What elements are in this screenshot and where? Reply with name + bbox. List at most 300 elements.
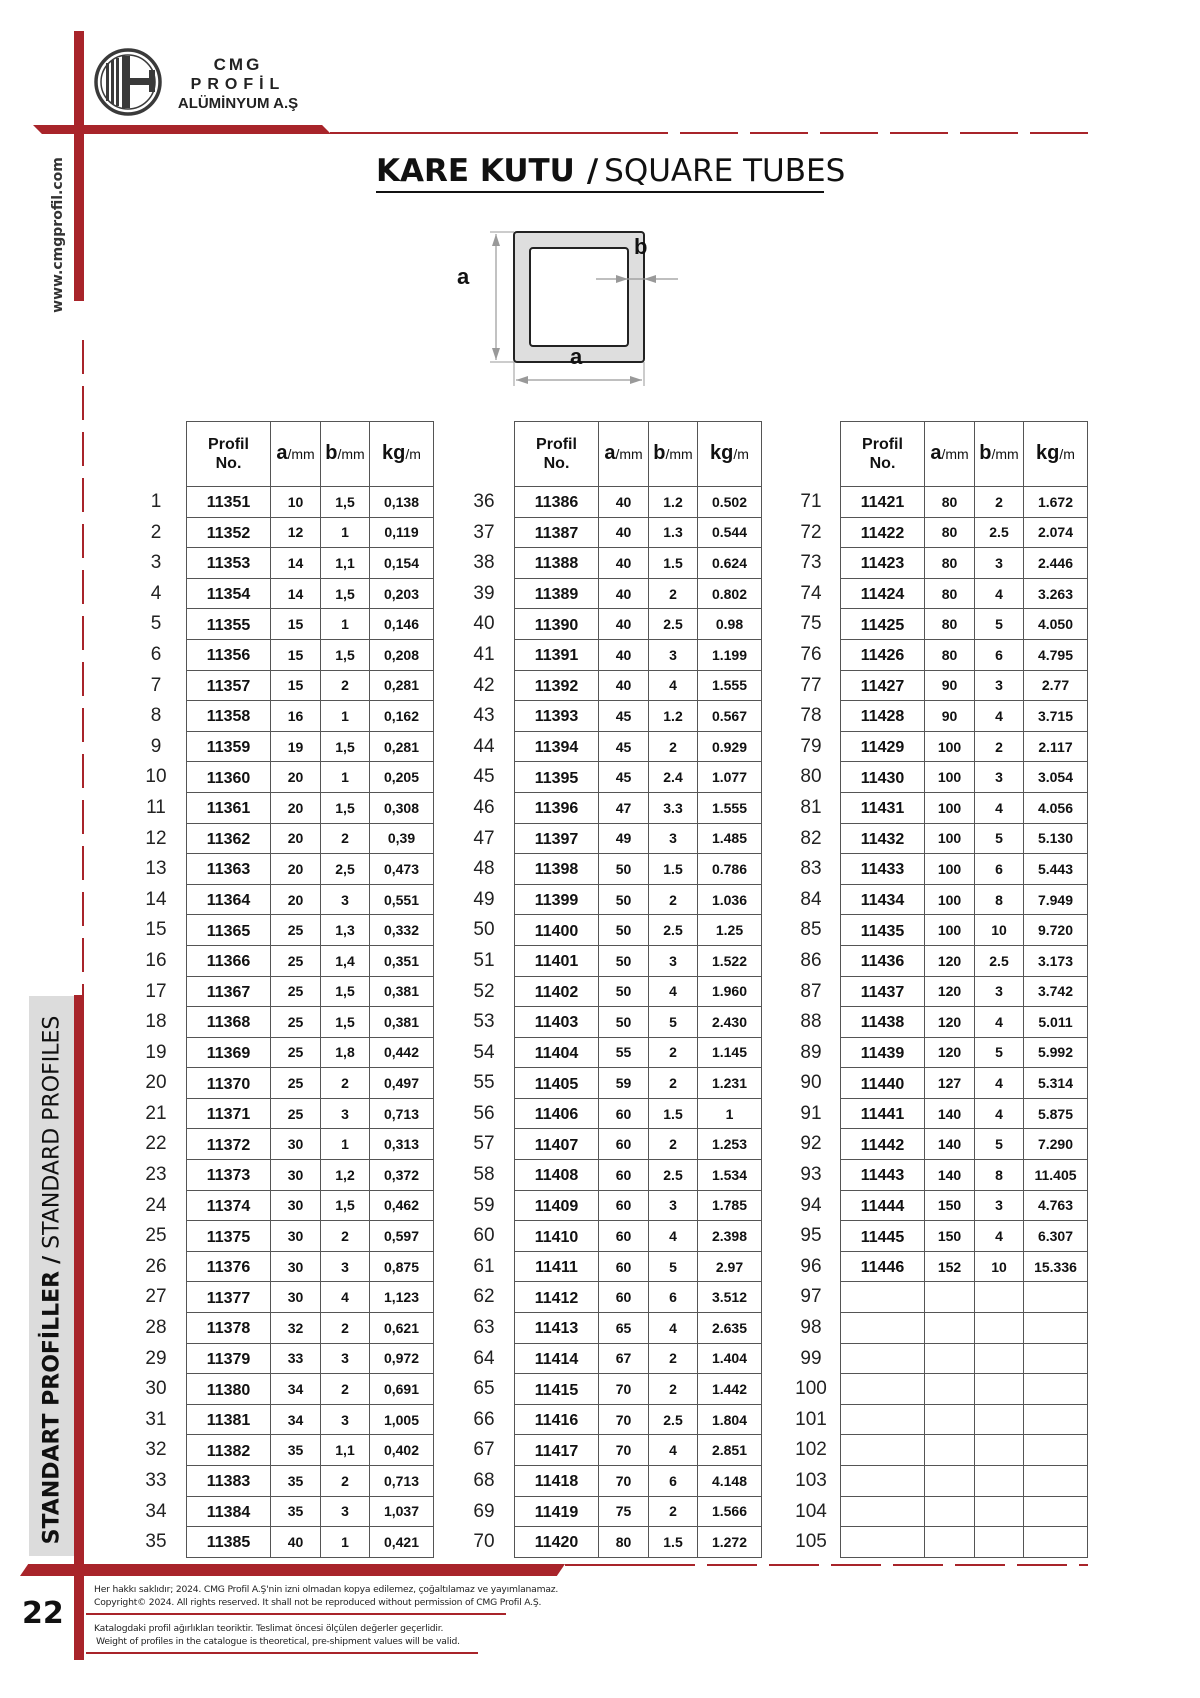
profile-number-cell: 11365 xyxy=(187,915,271,946)
a-value-cell: 12 xyxy=(271,517,321,548)
row-number: 90 xyxy=(800,1072,822,1094)
kg-value-cell: 1.960 xyxy=(698,976,762,1007)
profile-number-cell: 11446 xyxy=(841,1251,925,1282)
profile-number-cell: 11377 xyxy=(187,1282,271,1313)
table-row xyxy=(515,609,762,640)
a-value-cell: 35 xyxy=(271,1496,321,1527)
a-value-cell: 60 xyxy=(599,1221,649,1252)
row-number: 42 xyxy=(473,674,495,696)
table-row xyxy=(841,1068,1088,1099)
kg-value-cell: 0,597 xyxy=(370,1221,434,1252)
b-value-cell: 1,3 xyxy=(321,915,370,946)
profile-number-cell: 11411 xyxy=(515,1251,599,1282)
b-value-cell: 1 xyxy=(321,1129,370,1160)
header-a-unit: /mm xyxy=(941,446,969,462)
b-value-cell xyxy=(975,1466,1024,1497)
profile-number-cell xyxy=(841,1527,925,1558)
table-row xyxy=(841,1251,1088,1282)
header-a-unit: /mm xyxy=(615,446,643,462)
a-value-cell: 47 xyxy=(599,792,649,823)
a-value-cell: 80 xyxy=(925,548,975,579)
profile-number-cell: 11354 xyxy=(187,578,271,609)
b-value-cell: 2 xyxy=(321,670,370,701)
row-number: 21 xyxy=(145,1102,167,1124)
row-number-column xyxy=(136,487,176,1558)
profile-number-cell: 11410 xyxy=(515,1221,599,1252)
b-value-cell: 2 xyxy=(649,1129,698,1160)
table-row xyxy=(515,1282,762,1313)
table-row xyxy=(187,1313,434,1344)
a-value-cell xyxy=(925,1435,975,1466)
a-value-cell: 50 xyxy=(599,884,649,915)
header-kg-unit: /m xyxy=(1059,446,1075,462)
b-value-cell: 1 xyxy=(321,1527,370,1558)
table-row xyxy=(841,1221,1088,1252)
header-profil-no xyxy=(515,422,599,487)
profile-number-cell: 11399 xyxy=(515,884,599,915)
kg-value-cell: 1.036 xyxy=(698,884,762,915)
kg-value-cell: 0,473 xyxy=(370,854,434,885)
kg-value-cell: 1.231 xyxy=(698,1068,762,1099)
diagram-label-a-side: a xyxy=(457,264,470,289)
table-row xyxy=(515,854,762,885)
b-value-cell: 2.5 xyxy=(649,915,698,946)
a-value-cell: 140 xyxy=(925,1160,975,1191)
kg-value-cell: 3.263 xyxy=(1024,578,1088,609)
profile-number-cell: 11396 xyxy=(515,792,599,823)
b-value-cell: 1.5 xyxy=(649,1098,698,1129)
table-row xyxy=(187,639,434,670)
row-number: 101 xyxy=(795,1408,827,1430)
header-a xyxy=(599,422,649,487)
table-row xyxy=(187,1435,434,1466)
profile-number-cell: 11420 xyxy=(515,1527,599,1558)
b-value-cell: 10 xyxy=(975,915,1024,946)
profile-number-cell: 11445 xyxy=(841,1221,925,1252)
a-value-cell xyxy=(925,1496,975,1527)
profile-number-cell: 11428 xyxy=(841,701,925,732)
table-row xyxy=(187,670,434,701)
profile-number-cell: 11413 xyxy=(515,1313,599,1344)
b-value-cell xyxy=(975,1374,1024,1405)
b-value-cell: 1 xyxy=(321,762,370,793)
table-row xyxy=(515,945,762,976)
profile-number-cell: 11408 xyxy=(515,1160,599,1191)
b-value-cell: 5 xyxy=(975,609,1024,640)
a-value-cell: 100 xyxy=(925,854,975,885)
table-row xyxy=(187,1404,434,1435)
table-row xyxy=(515,823,762,854)
b-value-cell: 1,5 xyxy=(321,578,370,609)
row-number: 22 xyxy=(145,1133,167,1155)
b-value-cell: 1.5 xyxy=(649,548,698,579)
kg-value-cell: 0,497 xyxy=(370,1068,434,1099)
kg-value-cell: 0,462 xyxy=(370,1190,434,1221)
a-value-cell: 34 xyxy=(271,1374,321,1405)
kg-value-cell: 6.307 xyxy=(1024,1221,1088,1252)
profile-number-cell: 11436 xyxy=(841,945,925,976)
weight-note-turkish: Katalogdaki profil ağırlıkları teoriktir. Teslimat öncesi ölçülen değerler geçerlidir. xyxy=(94,1623,444,1634)
profile-number-cell: 11425 xyxy=(841,609,925,640)
row-number: 26 xyxy=(145,1255,167,1277)
profile-number-cell: 11416 xyxy=(515,1404,599,1435)
kg-value-cell: 2.074 xyxy=(1024,517,1088,548)
header-a xyxy=(271,422,321,487)
profile-number-cell: 11404 xyxy=(515,1037,599,1068)
kg-value-cell: 0,551 xyxy=(370,884,434,915)
table-row xyxy=(515,1435,762,1466)
table-row xyxy=(515,639,762,670)
row-number: 23 xyxy=(145,1164,167,1186)
a-value-cell xyxy=(925,1527,975,1558)
kg-value-cell: 0.624 xyxy=(698,548,762,579)
kg-value-cell: 5.443 xyxy=(1024,854,1088,885)
kg-value-cell: 1.555 xyxy=(698,792,762,823)
kg-value-cell: 2.77 xyxy=(1024,670,1088,701)
profile-number-cell: 11356 xyxy=(187,639,271,670)
table-row xyxy=(515,1129,762,1160)
b-value-cell: 1,5 xyxy=(321,792,370,823)
kg-value-cell: 5.314 xyxy=(1024,1068,1088,1099)
row-number: 18 xyxy=(145,1011,167,1033)
table-row xyxy=(515,701,762,732)
kg-value-cell: 0,308 xyxy=(370,792,434,823)
profile-number-cell: 11400 xyxy=(515,915,599,946)
header-kg xyxy=(698,422,762,487)
profile-number-cell: 11353 xyxy=(187,548,271,579)
a-value-cell: 15 xyxy=(271,670,321,701)
a-value-cell: 80 xyxy=(599,1527,649,1558)
b-value-cell: 3 xyxy=(321,1404,370,1435)
b-value-cell: 2.5 xyxy=(649,609,698,640)
profile-number-cell: 11358 xyxy=(187,701,271,732)
b-value-cell: 4 xyxy=(975,792,1024,823)
row-number: 25 xyxy=(145,1225,167,1247)
profile-number-cell xyxy=(841,1282,925,1313)
kg-value-cell: 0,39 xyxy=(370,823,434,854)
kg-value-cell: 15.336 xyxy=(1024,1251,1088,1282)
profile-number-cell: 11376 xyxy=(187,1251,271,1282)
section-side-label xyxy=(29,1010,74,1550)
kg-value-cell: 1,123 xyxy=(370,1282,434,1313)
table-row xyxy=(841,1313,1088,1344)
kg-value-cell: 1.566 xyxy=(698,1496,762,1527)
b-value-cell: 1,8 xyxy=(321,1037,370,1068)
profile-number-cell: 11426 xyxy=(841,639,925,670)
kg-value-cell: 2.117 xyxy=(1024,731,1088,762)
header-a-label: a xyxy=(276,442,288,464)
b-value-cell: 3 xyxy=(321,1343,370,1374)
header-b-unit: /mm xyxy=(665,446,693,462)
profile-number-cell: 11434 xyxy=(841,884,925,915)
kg-value-cell: 5.992 xyxy=(1024,1037,1088,1068)
kg-value-cell: 0,972 xyxy=(370,1343,434,1374)
row-number: 12 xyxy=(145,827,167,849)
a-value-cell: 60 xyxy=(599,1160,649,1191)
profile-number-cell: 11433 xyxy=(841,854,925,885)
profile-number-cell xyxy=(841,1313,925,1344)
a-value-cell: 152 xyxy=(925,1251,975,1282)
row-number: 31 xyxy=(145,1408,167,1430)
profile-number-cell: 11421 xyxy=(841,487,925,518)
row-number: 69 xyxy=(473,1500,495,1522)
row-number: 55 xyxy=(473,1072,495,1094)
a-value-cell: 140 xyxy=(925,1098,975,1129)
table-row xyxy=(841,487,1088,518)
b-value-cell: 4 xyxy=(975,1007,1024,1038)
frame-left-dashed-line xyxy=(82,340,84,1010)
kg-value-cell: 0.929 xyxy=(698,731,762,762)
kg-value-cell: 0,421 xyxy=(370,1527,434,1558)
table-row xyxy=(841,701,1088,732)
row-number: 98 xyxy=(800,1317,822,1339)
b-value-cell: 6 xyxy=(649,1466,698,1497)
kg-value-cell: 4.795 xyxy=(1024,639,1088,670)
profile-number-cell: 11384 xyxy=(187,1496,271,1527)
kg-value-cell: 1.672 xyxy=(1024,487,1088,518)
a-value-cell: 40 xyxy=(271,1527,321,1558)
a-value-cell: 80 xyxy=(925,639,975,670)
row-number: 77 xyxy=(800,674,822,696)
kg-value-cell: 2.97 xyxy=(698,1251,762,1282)
profile-number-cell: 11406 xyxy=(515,1098,599,1129)
profile-number-cell: 11409 xyxy=(515,1190,599,1221)
b-value-cell: 1,4 xyxy=(321,945,370,976)
row-number: 35 xyxy=(145,1531,167,1553)
profile-number-cell: 11380 xyxy=(187,1374,271,1405)
b-value-cell: 1.5 xyxy=(649,1527,698,1558)
row-number: 89 xyxy=(800,1041,822,1063)
a-value-cell: 40 xyxy=(599,548,649,579)
b-value-cell: 1,5 xyxy=(321,639,370,670)
kg-value-cell: 0,281 xyxy=(370,670,434,701)
a-value-cell: 45 xyxy=(599,762,649,793)
a-value-cell: 20 xyxy=(271,762,321,793)
b-value-cell: 2 xyxy=(649,731,698,762)
table-row xyxy=(515,884,762,915)
b-value-cell: 3 xyxy=(321,1251,370,1282)
b-value-cell: 2 xyxy=(649,1374,698,1405)
profile-number-cell: 11394 xyxy=(515,731,599,762)
row-number: 57 xyxy=(473,1133,495,1155)
row-number: 71 xyxy=(800,491,822,512)
b-value-cell xyxy=(975,1282,1024,1313)
a-value-cell: 30 xyxy=(271,1282,321,1313)
row-number: 38 xyxy=(473,552,495,574)
a-value-cell: 127 xyxy=(925,1068,975,1099)
profile-number-cell xyxy=(841,1435,925,1466)
b-value-cell xyxy=(975,1496,1024,1527)
table-row xyxy=(515,915,762,946)
kg-value-cell: 0,351 xyxy=(370,945,434,976)
b-value-cell: 4 xyxy=(975,578,1024,609)
a-value-cell: 90 xyxy=(925,670,975,701)
a-value-cell: 100 xyxy=(925,823,975,854)
table-row xyxy=(841,517,1088,548)
kg-value-cell: 0,281 xyxy=(370,731,434,762)
kg-value-cell: 0,713 xyxy=(370,1098,434,1129)
a-value-cell: 25 xyxy=(271,976,321,1007)
b-value-cell: 5 xyxy=(649,1251,698,1282)
a-value-cell: 19 xyxy=(271,731,321,762)
table-row xyxy=(515,1160,762,1191)
profile-number-cell: 11440 xyxy=(841,1068,925,1099)
profile-number-cell: 11390 xyxy=(515,609,599,640)
b-value-cell: 2.5 xyxy=(975,517,1024,548)
table-row xyxy=(187,1343,434,1374)
kg-value-cell: 0,146 xyxy=(370,609,434,640)
a-value-cell: 14 xyxy=(271,548,321,579)
profile-number-cell xyxy=(841,1343,925,1374)
website-url[interactable] xyxy=(46,157,70,313)
b-value-cell: 6 xyxy=(975,639,1024,670)
table-row xyxy=(841,1098,1088,1129)
table-row xyxy=(187,1282,434,1313)
table-row xyxy=(187,1160,434,1191)
kg-value-cell xyxy=(1024,1404,1088,1435)
kg-value-cell: 2.635 xyxy=(698,1313,762,1344)
profile-number-cell: 11422 xyxy=(841,517,925,548)
kg-value-cell: 4.050 xyxy=(1024,609,1088,640)
profile-number-cell: 11439 xyxy=(841,1037,925,1068)
profile-table-3 xyxy=(840,421,1088,1558)
kg-value-cell: 0,381 xyxy=(370,1007,434,1038)
b-value-cell xyxy=(975,1343,1024,1374)
profile-number-cell xyxy=(841,1404,925,1435)
profile-number-cell: 11430 xyxy=(841,762,925,793)
table-row xyxy=(187,1251,434,1282)
row-number: 34 xyxy=(145,1500,167,1522)
table-row xyxy=(841,1527,1088,1558)
row-number: 61 xyxy=(473,1255,495,1277)
kg-value-cell: 2.851 xyxy=(698,1435,762,1466)
table-row xyxy=(515,1190,762,1221)
profile-number-cell: 11371 xyxy=(187,1098,271,1129)
a-value-cell: 70 xyxy=(599,1435,649,1466)
footer-divider-2 xyxy=(86,1652,478,1654)
table-row xyxy=(187,884,434,915)
b-value-cell: 3 xyxy=(975,762,1024,793)
profile-number-cell: 11401 xyxy=(515,945,599,976)
header-kg-label: kg xyxy=(382,442,406,464)
row-number: 68 xyxy=(473,1470,495,1491)
b-value-cell: 1,1 xyxy=(321,1435,370,1466)
page-title xyxy=(376,153,846,193)
row-number: 28 xyxy=(145,1317,167,1339)
a-value-cell: 150 xyxy=(925,1190,975,1221)
row-number-column xyxy=(791,487,831,1558)
a-value-cell: 25 xyxy=(271,1098,321,1129)
b-value-cell: 2,5 xyxy=(321,854,370,885)
row-number: 102 xyxy=(795,1439,827,1461)
profile-number-cell: 11362 xyxy=(187,823,271,854)
profile-number-cell: 11392 xyxy=(515,670,599,701)
profile-number-cell: 11386 xyxy=(515,487,599,518)
row-number: 14 xyxy=(145,888,167,910)
b-value-cell: 6 xyxy=(975,854,1024,885)
header-kg-unit: /m xyxy=(405,446,421,462)
b-value-cell: 1,2 xyxy=(321,1160,370,1191)
a-value-cell: 30 xyxy=(271,1160,321,1191)
b-value-cell: 5 xyxy=(649,1007,698,1038)
profile-number-cell: 11381 xyxy=(187,1404,271,1435)
table-row xyxy=(187,1007,434,1038)
table-row xyxy=(841,1466,1088,1497)
table-row xyxy=(187,548,434,579)
profile-number-cell: 11405 xyxy=(515,1068,599,1099)
row-number: 62 xyxy=(473,1286,495,1308)
a-value-cell: 15 xyxy=(271,639,321,670)
profile-number-cell: 11419 xyxy=(515,1496,599,1527)
table-row xyxy=(187,1466,434,1497)
title-separator: / xyxy=(586,153,599,189)
row-number: 93 xyxy=(800,1164,822,1186)
kg-value-cell: 0,154 xyxy=(370,548,434,579)
table-row xyxy=(515,792,762,823)
row-number: 17 xyxy=(145,980,167,1002)
table-row xyxy=(187,945,434,976)
row-number: 2 xyxy=(150,521,162,543)
row-number: 46 xyxy=(473,796,495,818)
row-number: 79 xyxy=(800,735,822,757)
profile-table-2 xyxy=(514,421,762,1558)
row-number: 86 xyxy=(800,949,822,971)
a-value-cell: 25 xyxy=(271,915,321,946)
kg-value-cell: 3.173 xyxy=(1024,945,1088,976)
kg-value-cell: 0.98 xyxy=(698,609,762,640)
b-value-cell: 10 xyxy=(975,1251,1024,1282)
b-value-cell: 4 xyxy=(649,1313,698,1344)
row-number: 60 xyxy=(473,1225,495,1247)
table-row xyxy=(841,1190,1088,1221)
row-number: 73 xyxy=(800,552,822,574)
profile-number-cell: 11382 xyxy=(187,1435,271,1466)
profile-number-cell: 11395 xyxy=(515,762,599,793)
b-value-cell: 2 xyxy=(649,1037,698,1068)
b-value-cell: 1.5 xyxy=(649,854,698,885)
table-row xyxy=(187,1527,434,1558)
row-number: 36 xyxy=(473,491,495,512)
kg-value-cell: 0,691 xyxy=(370,1374,434,1405)
table-row xyxy=(187,1221,434,1252)
a-value-cell: 33 xyxy=(271,1343,321,1374)
b-value-cell xyxy=(975,1313,1024,1344)
kg-value-cell: 1.25 xyxy=(698,915,762,946)
row-number: 44 xyxy=(473,735,495,757)
table-row xyxy=(841,731,1088,762)
kg-value-cell: 1,005 xyxy=(370,1404,434,1435)
profile-number-cell: 11398 xyxy=(515,854,599,885)
b-value-cell: 4 xyxy=(649,670,698,701)
a-value-cell: 30 xyxy=(271,1221,321,1252)
profile-number-cell: 11388 xyxy=(515,548,599,579)
kg-value-cell: 3.715 xyxy=(1024,701,1088,732)
header-b xyxy=(321,422,370,487)
row-number: 30 xyxy=(145,1378,167,1400)
header-b-unit: /mm xyxy=(337,446,365,462)
b-value-cell: 3 xyxy=(649,639,698,670)
row-number: 82 xyxy=(800,827,822,849)
header-kg xyxy=(1024,422,1088,487)
a-value-cell: 120 xyxy=(925,976,975,1007)
row-number: 56 xyxy=(473,1102,495,1124)
row-number: 75 xyxy=(800,613,822,635)
a-value-cell xyxy=(925,1374,975,1405)
profile-number-cell: 11412 xyxy=(515,1282,599,1313)
b-value-cell: 3 xyxy=(321,1098,370,1129)
table-row xyxy=(841,1160,1088,1191)
row-number: 58 xyxy=(473,1164,495,1186)
